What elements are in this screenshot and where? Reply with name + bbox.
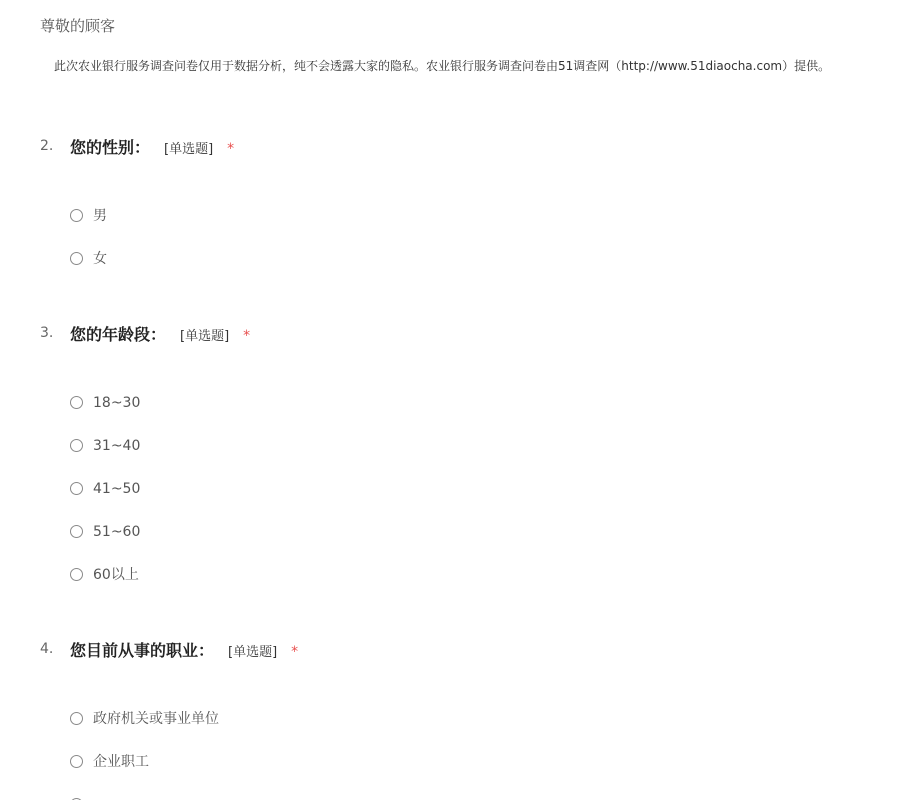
required-mark: * [227, 141, 235, 157]
question-type-label: [单选题] [180, 329, 230, 344]
question-title-text: 您的年龄段： [70, 325, 167, 344]
option-label: 41~50 [93, 481, 141, 497]
survey-intro-text: 此次农业银行服务调查问卷仅用于数据分析，纯不会透露大家的隐私。农业银行服务调查问卷由51调查网（http://www.51diaocha.com）提供。 [54, 59, 831, 73]
option-label: 60以上 [93, 567, 139, 583]
radio-button[interactable] [70, 525, 83, 538]
question-header [0, 322, 900, 346]
question-number: 3. [40, 325, 54, 341]
radio-button[interactable] [70, 439, 83, 452]
option-label: 政府机关或事业单位 [93, 711, 219, 727]
radio-button[interactable] [70, 712, 83, 725]
radio-button[interactable] [70, 396, 83, 409]
greeting-heading: 尊敬的顾客 [40, 17, 116, 35]
radio-button[interactable] [70, 755, 83, 768]
option-label: 31~40 [93, 438, 141, 454]
question-title [70, 322, 250, 345]
question-title-text: 您的性别： [70, 138, 151, 157]
option-label: 18~30 [93, 395, 141, 411]
question-type-label: [单选题] [228, 645, 278, 660]
radio-button[interactable] [70, 252, 83, 265]
radio-button[interactable] [70, 482, 83, 495]
question-title [70, 638, 298, 661]
question-header [0, 638, 900, 662]
question-number: 2. [40, 138, 54, 154]
option-label: 企业职工 [93, 754, 149, 770]
question-title-text: 您目前从事的职业： [70, 641, 215, 660]
option-label: 女 [93, 251, 107, 267]
question-number: 4. [40, 641, 54, 657]
required-mark: * [291, 644, 299, 660]
question-title [70, 135, 234, 158]
radio-button[interactable] [70, 209, 83, 222]
radio-button[interactable] [70, 568, 83, 581]
option-label: 51~60 [93, 524, 141, 540]
required-mark: * [243, 328, 251, 344]
question-header [0, 135, 900, 159]
option-label: 男 [93, 208, 107, 224]
question-type-label: [单选题] [164, 142, 214, 157]
